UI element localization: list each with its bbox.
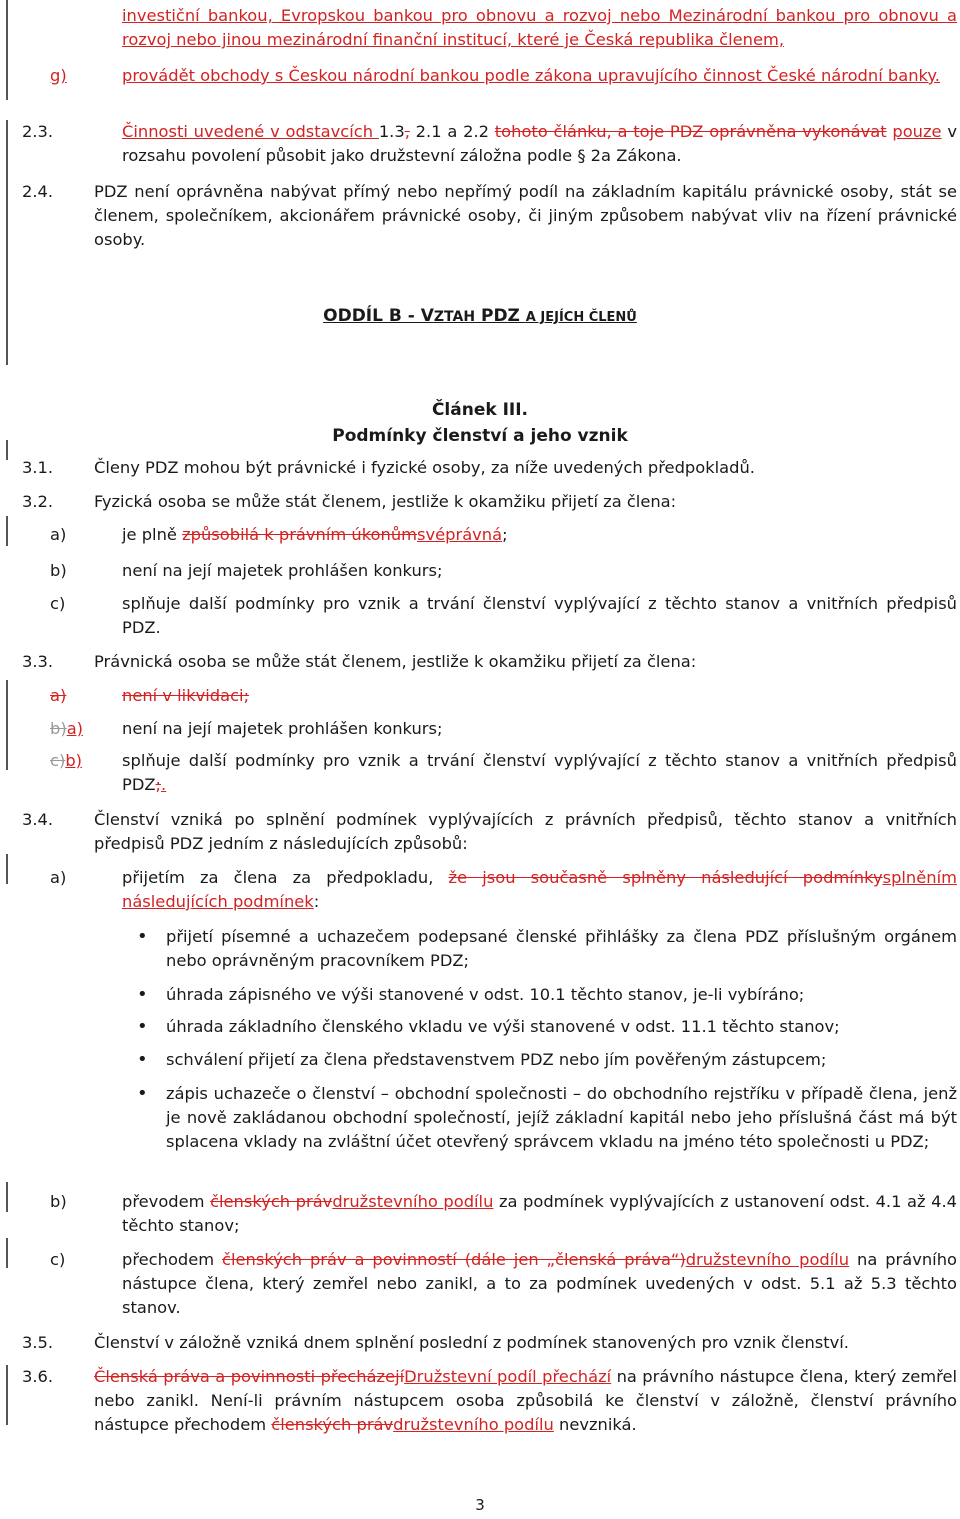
deleted-text: že jsou současně splněny následující podmínky: [448, 868, 883, 887]
bullet-icon: •: [137, 1016, 148, 1037]
bullet-item: přijetí písemné a uchazečem podepsané členské přihlášky za člena PDZ příslušným orgánem nebo oprávněným pracovníkem PDZ;: [166, 927, 957, 970]
deleted-text: b): [50, 719, 67, 738]
deleted-text: způsobilá k právním úkonům: [182, 525, 418, 544]
inserted-text: splněním následujících podmínek: [122, 868, 957, 911]
para-number: 3.5.: [22, 1333, 54, 1352]
article-subtitle: Podmínky členství a jeho vznik: [332, 426, 628, 446]
para-3-5-text: Členství v záložně vzniká dnem splnění poslední z podmínek stanovených pro vznik členství.: [94, 1333, 849, 1352]
plain-text: :: [313, 892, 320, 911]
change-bar: [6, 120, 8, 365]
plain-text: 1.3: [378, 122, 405, 141]
item-3-3-b: není na její majetek prohlášen konkurs;: [122, 719, 443, 738]
para-2-4-text: PDZ není oprávněna nabývat přímý nebo nepřímý podíl na základním kapitálu právnické osoby, stát se členem, společníkem, akcionářem právnické osoby, či jiným způsobem nabývat vliv na řízení právnické osoby.: [94, 182, 957, 249]
inserted-text: b): [65, 751, 82, 770]
continuation-text: [122, 4, 957, 52]
para-3-4-text: Členství vzniká po splnění podmínek vyplývajících z právních předpisů, těchto stanov a vnitřních předpisů PDZ jedním z následujících způsobů:: [94, 810, 957, 853]
plain-text: převodem: [122, 1192, 211, 1211]
item-label: c): [50, 594, 66, 613]
deleted-text: Členská práva a povinnosti přecházejí: [94, 1367, 405, 1386]
change-bar: [6, 0, 8, 100]
heading-part: A JEJÍCH ČLENŮ: [525, 310, 637, 325]
inserted-text: svéprávná: [417, 525, 503, 544]
bullet-item: zápis uchazeče o členství – obchodní společnosti – do obchodního rejstříku v případě člena, jenž je nově zakládanou obchodní společností, jejíž základní kapitál nebo jeho příslušná část má být splacena vklady na zvláštní účet otevřený správcem vkladu na jméno této společnosti u PDZ;: [166, 1084, 957, 1151]
para-3-1-text: Členy PDZ mohou být právnické i fyzické osoby, za níže uvedených předpokladů.: [94, 458, 755, 477]
heading-part: ODDÍL B - V: [323, 306, 434, 326]
change-bar: [6, 1182, 8, 1212]
change-bar: [6, 854, 8, 884]
item-g-text: [122, 64, 957, 88]
deleted-text: ;: [155, 775, 162, 794]
deleted-text: členských práv a povinností (dále jen „členská práva“): [222, 1250, 686, 1269]
change-bar: [6, 1365, 8, 1425]
item-label: [50, 717, 115, 741]
item-label: c): [50, 1250, 66, 1269]
inserted-text: Družstevní podíl přechází: [404, 1367, 612, 1386]
plain-text: na právního nástupce člena, který zemřel nebo zanikl. Není-li právním nástupcem osoba způsobilá ke členství v záložně, členství právního nástupce přechodem: [94, 1367, 957, 1434]
deleted-text: a): [50, 686, 67, 705]
inserted-text: investiční bankou, Evropskou bankou pro obnovu a rozvoj nebo Mezinárodní bankou pro obnovu a rozvoj nebo jinou mezinárodní finanční institucí, které je Česká republika členem,: [122, 6, 957, 49]
para-2-3-text: [122, 120, 957, 168]
change-bar: [6, 516, 8, 546]
plain-text: předpisů PDZ: [122, 751, 957, 794]
deleted-text: členských práv: [271, 1415, 394, 1434]
item-3-3-a: [122, 684, 249, 708]
bullet-item: schválení přijetí za člena představenstvem PDZ nebo jím pověřeným zástupcem;: [166, 1050, 827, 1069]
plain-text: na právního nástupce člena, který zemřel nebo zanikl, a to za podmínek uvedených v odst. 5.1 až 5.3 těchto stanov.: [122, 1250, 957, 1317]
deleted-text: není v likvidaci;: [122, 686, 250, 705]
para-number: 2.3.: [22, 122, 54, 141]
para-3-6-text: [94, 1365, 957, 1437]
inserted-text: družstevního podílu: [332, 1192, 494, 1211]
para-number: 3.2.: [22, 492, 54, 511]
change-bar: [6, 680, 8, 770]
bullet-icon: •: [137, 1049, 148, 1070]
deleted-text: ,: [404, 122, 410, 141]
item-label: b): [50, 561, 67, 580]
item-3-4-a: [122, 866, 957, 914]
inserted-text: pouze: [892, 122, 942, 141]
deleted-text: členských práv: [210, 1192, 333, 1211]
item-label: b): [50, 1192, 67, 1211]
para-number: 3.6.: [22, 1367, 54, 1386]
plain-text: v rozsahu povolení působit jako družstevní záložna podle § 2a Zákona.: [122, 122, 957, 165]
para-3-3-text: Právnická osoba se může stát členem, jestliže k okamžiku přijetí za člena:: [94, 652, 697, 671]
plain-text: za podmínek vyplývajících z ustanovení odst. 4.1 až 4.4 těchto stanov;: [122, 1192, 957, 1235]
inserted-text: provádět obchody s Českou národní bankou podle zákona upravujícího činnost České národní banky.: [122, 66, 940, 85]
inserted-text: družstevního podílu: [393, 1415, 554, 1434]
plain-text: přechodem: [122, 1250, 223, 1269]
section-heading: [0, 306, 960, 326]
para-number: 3.4.: [22, 810, 54, 829]
inserted-text: g): [50, 66, 67, 85]
item-label: a): [50, 868, 67, 887]
bullet-item: úhrada zápisného ve výši stanovené v odst. 10.1 těchto stanov, je-li vybíráno;: [166, 985, 805, 1004]
page-number: 3: [475, 1496, 485, 1514]
item-label: [50, 684, 120, 708]
para-3-2-text: Fyzická osoba se může stát členem, jestliže k okamžiku přijetí za člena:: [94, 492, 677, 511]
item-3-3-c: [122, 749, 957, 797]
plain-text: nevzniká.: [553, 1415, 637, 1434]
plain-text: splňuje další podmínky pro vznik a trvání členství vyplývající z těchto stanov a vnitřních: [122, 751, 878, 770]
plain-text: ;: [502, 525, 508, 544]
deleted-text: c): [50, 751, 66, 770]
para-number: 3.3.: [22, 652, 54, 671]
para-number: 2.4.: [22, 182, 54, 201]
bullet-item: úhrada základního členského vkladu ve výši stanovené v odst. 11.1 těchto stanov;: [166, 1017, 840, 1036]
item-label: a): [50, 525, 67, 544]
heading-part: PDZ: [475, 306, 526, 326]
para-number: 3.1.: [22, 458, 54, 477]
item-label-g: [50, 64, 67, 88]
bullet-icon: •: [137, 1083, 148, 1104]
plain-text: 2.1 a 2.2: [409, 122, 495, 141]
plain-text: je plně: [122, 525, 183, 544]
article-title: Článek III.: [431, 400, 529, 420]
item-3-2-b: není na její majetek prohlášen konkurs;: [122, 561, 443, 580]
inserted-text: a): [66, 719, 84, 738]
item-3-4-c: [122, 1248, 957, 1320]
plain-text: přijetím za člena za předpokladu,: [122, 868, 449, 887]
item-3-4-b: [122, 1190, 957, 1238]
deleted-text: tohoto článku, a toje PDZ oprávněna vykonávat: [494, 122, 887, 141]
heading-part: ZTAH: [433, 309, 476, 325]
item-3-2-c: splňuje další podmínky pro vznik a trvání členství vyplývající z těchto stanov a vnitřních předpisů PDZ.: [122, 594, 957, 637]
item-3-2-a: [122, 523, 508, 547]
inserted-text: .: [161, 775, 167, 794]
inserted-text: Činnosti uvedené v odstavcích: [122, 122, 379, 141]
bullet-icon: •: [137, 926, 148, 947]
change-bar: [6, 1238, 8, 1268]
item-label: [50, 749, 113, 773]
bullet-icon: •: [137, 984, 148, 1005]
inserted-text: družstevního podílu: [685, 1250, 850, 1269]
